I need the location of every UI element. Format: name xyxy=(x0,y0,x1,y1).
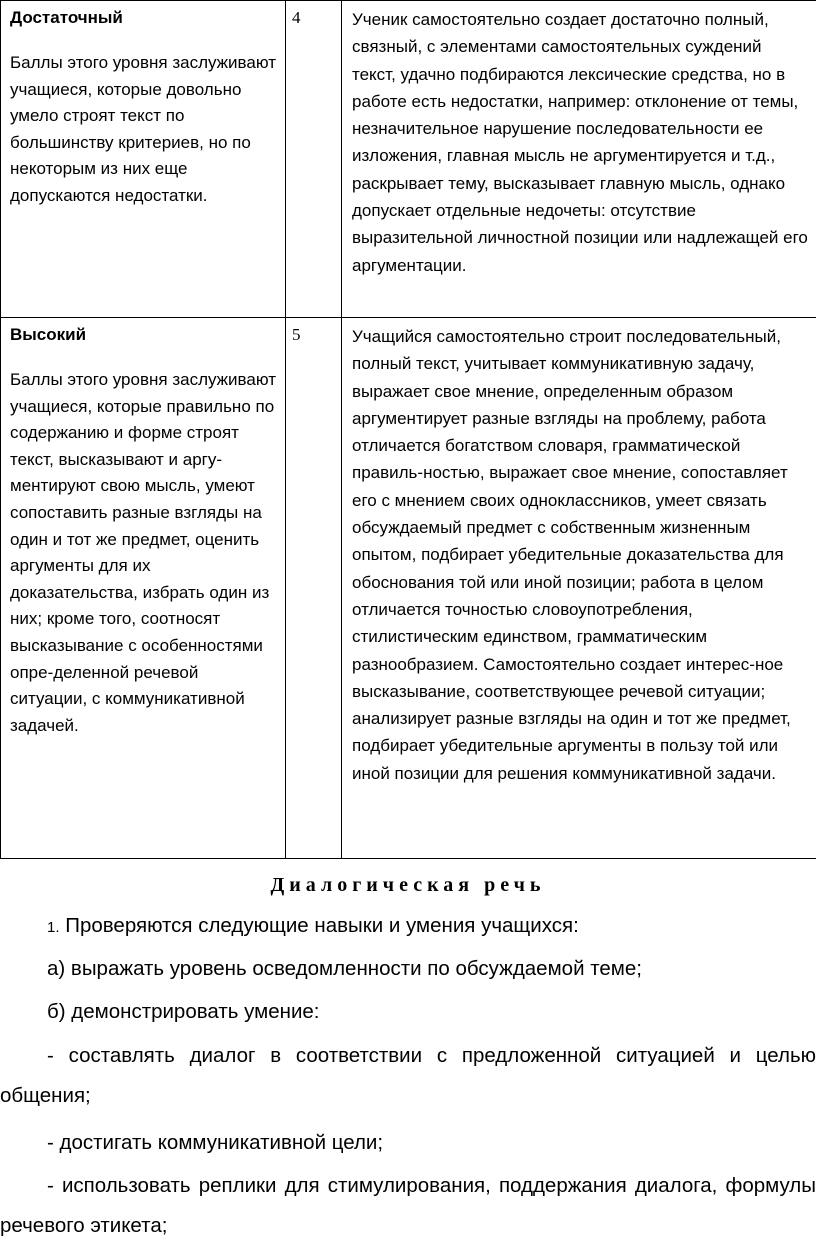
bullet-item: - достигать коммуникативной цели; xyxy=(47,1131,384,1154)
level-description: Баллы этого уровня заслуживают учащиеся, которые довольно умело строят текст по большинству критериев, но по некоторым из них еще допускаются недостатки. xyxy=(10,53,276,205)
level-name: Достаточный xyxy=(10,8,123,27)
criteria-cell xyxy=(342,318,816,859)
bullet-item: - составлять диалог в соответствии с предложенной ситуацией и целью общения; xyxy=(0,1044,816,1107)
intro-text: Проверяются следующие навыки и умения учащихся: xyxy=(65,914,579,937)
item-number: 1. xyxy=(47,919,60,936)
dialogic-speech-section xyxy=(0,870,816,1237)
level-name: Высокий xyxy=(10,325,87,344)
score-cell xyxy=(286,318,342,859)
bullet-item: - использовать реплики для стимулирования, поддержания диалога, формулы речевого этикета; xyxy=(0,1174,816,1237)
table-row xyxy=(1,1,816,318)
item-b: б) демонстрировать умение: xyxy=(47,1000,320,1023)
level-description: Баллы этого уровня заслуживают учащиеся, которые правильно по содержанию и форме строят текст, высказывают и аргу-ментируют свою мысль, умеют сопоставить разные взгляды на один и тот же предмет, оценить аргументы для их доказательства, избрать один из них; кроме того, соотносят высказывание с особенностями опре-деленной речевой ситуации, с коммуникативной задачей. xyxy=(10,370,276,735)
level-cell xyxy=(1,1,286,318)
section-title: Диалогическая речь xyxy=(270,874,546,896)
score-value: 5 xyxy=(292,325,301,344)
criteria-cell xyxy=(342,1,816,318)
criteria-text: Учащийся самостоятельно строит последовательный, полный текст, учитывает коммуникативную задачу, выражает свое мнение, определенным образом аргументирует разные взгляды на проблему, работа отличается богатством словаря, грамматической правиль-ностью, выражает свое мнение, сопоставляет его с мнением своих одноклассников, умеет связать обсуждаемый предмет с собственным жизненным опытом, подбирает убедительные доказательства для обоснования той или иной позиции; работа в целом отличается точностью словоупотребления, стилистическим единством, грамматическим разнообразием. Самостоятельно создает интерес-ное высказывание, соответствующее речевой ситуации; анализирует разные взгляды на один и тот же предмет, подбирает убедительные аргументы в пользу той или иной позиции для решения коммуникативной задачи. xyxy=(352,327,791,783)
table-row xyxy=(1,318,816,859)
item-a: а) выражать уровень осведомленности по обсуждаемой теме; xyxy=(47,957,642,980)
intro-paragraph xyxy=(0,906,816,948)
level-cell xyxy=(1,318,286,859)
criteria-text: Ученик самостоятельно создает достаточно полный, связный, с элементами самостоятельных суждений текст, удачно подбираются лексические средства, но в работе есть недостатки, например: отклонение от темы, незначительное нарушение последовательности ее изложения, главная мысль не аргументируется и т.д., раскрывает тему, высказывает главную мысль, однако допускает отдельные недочеты: отсутствие выразительной личностной позиции или надлежащей его аргументации. xyxy=(352,10,808,275)
score-value: 4 xyxy=(292,8,301,27)
score-cell xyxy=(286,1,342,318)
